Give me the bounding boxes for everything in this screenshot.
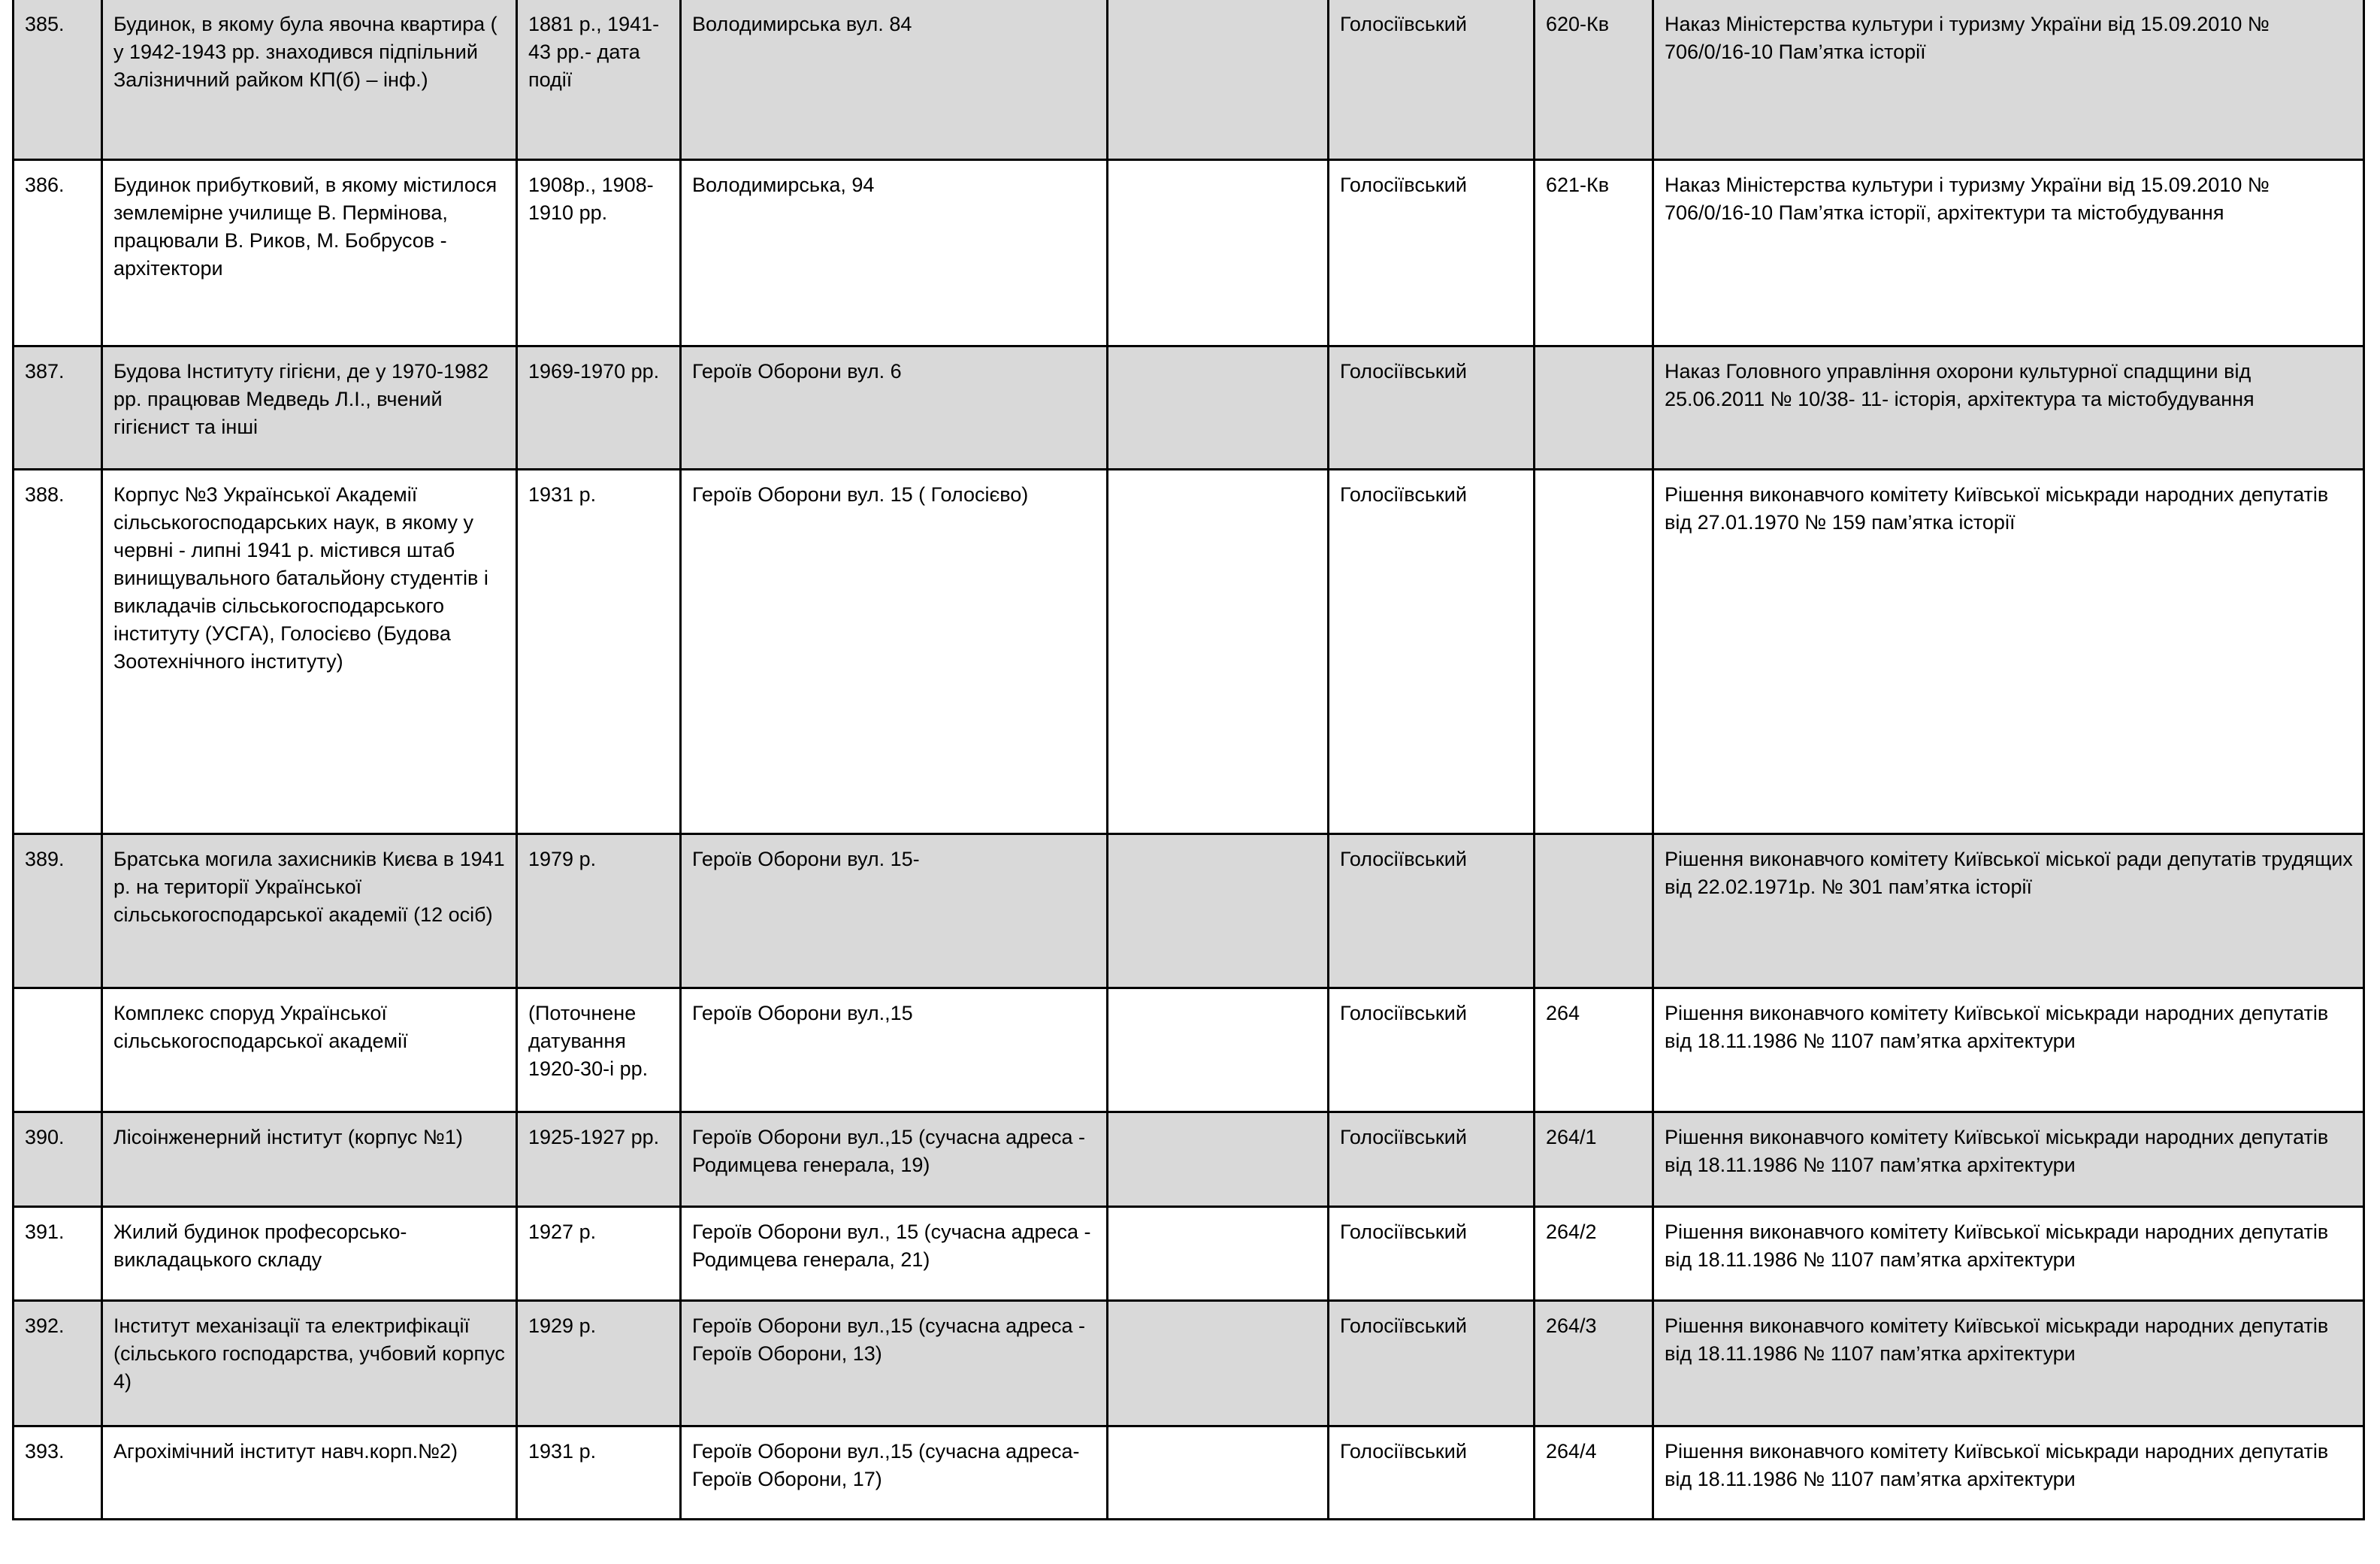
cell-number: 385. xyxy=(14,0,102,160)
cell-name: Будинок, в якому була явочна квартира ( у 1942-1943 рр. знаходився підпільний Залізничний райком КП(б) – інф.) xyxy=(102,0,517,160)
cell-address: Героїв Оборони вул.,15 (сучасна адреса-Героїв Оборони, 17) xyxy=(681,1426,1108,1520)
cell-name: Корпус №3 Української Академії сільськогосподарських наук, в якому у червні - липні 1941 р. містився штаб винищувального батальйону студентів і викладачів сільськогосподарського інституту (УСГА), Голосієво (Будова Зоотехнічного інституту) xyxy=(102,470,517,834)
cell-decision: Рішення виконавчого комітету Київської міськради народних депутатів від 18.11.1986 № 1107 пам’ятка архітектури xyxy=(1653,1426,2364,1520)
cell-number: 387. xyxy=(14,346,102,470)
cell-district: Голосіївський xyxy=(1329,0,1535,160)
cell-number: 393. xyxy=(14,1426,102,1520)
cell-date: (Поточнене датування 1920-30-і рр. xyxy=(517,988,681,1112)
cell-address: Героїв Оборони вул. 15- xyxy=(681,834,1108,988)
cell-address: Героїв Оборони вул.,15 (сучасна адреса - Героїв Оборони, 13) xyxy=(681,1301,1108,1426)
cell-decision: Рішення виконавчого комітету Київської міськради народних депутатів від 18.11.1986 № 1107 пам’ятка архітектури xyxy=(1653,988,2364,1112)
table-row xyxy=(14,346,2364,470)
cell-code: 264/3 xyxy=(1535,1301,1653,1426)
cell-date: 1908р., 1908-1910 рр. xyxy=(517,160,681,346)
cell-code: 264/4 xyxy=(1535,1426,1653,1520)
cell-code: 264/1 xyxy=(1535,1112,1653,1207)
cell-number: 392. xyxy=(14,1301,102,1426)
monuments-table xyxy=(12,0,2365,1520)
cell-number xyxy=(14,988,102,1112)
cell-decision: Рішення виконавчого комітету Київської міськради народних депутатів від 27.01.1970 № 159 пам’ятка історії xyxy=(1653,470,2364,834)
cell-extra xyxy=(1108,0,1329,160)
cell-name: Братська могила захисників Києва в 1941 р. на території Української сільськогосподарської академії (12 осіб) xyxy=(102,834,517,988)
cell-district: Голосіївський xyxy=(1329,1301,1535,1426)
cell-date: 1979 р. xyxy=(517,834,681,988)
cell-extra xyxy=(1108,1112,1329,1207)
cell-name: Агрохімічний інститут навч.корп.№2) xyxy=(102,1426,517,1520)
cell-district: Голосіївський xyxy=(1329,470,1535,834)
table-row xyxy=(14,160,2364,346)
cell-number: 391. xyxy=(14,1207,102,1301)
cell-decision: Наказ Головного управління охорони культурної спадщини від 25.06.2011 № 10/38- 11- історія, архітектура та містобудування xyxy=(1653,346,2364,470)
table-body xyxy=(14,0,2364,1520)
cell-code xyxy=(1535,346,1653,470)
cell-extra xyxy=(1108,470,1329,834)
cell-address: Героїв Оборони вул.,15 xyxy=(681,988,1108,1112)
cell-address: Володимирська вул. 84 xyxy=(681,0,1108,160)
cell-code: 264/2 xyxy=(1535,1207,1653,1301)
cell-number: 388. xyxy=(14,470,102,834)
table-row xyxy=(14,1207,2364,1301)
cell-name: Комплекс споруд Української сільськогосподарської академії xyxy=(102,988,517,1112)
cell-name: Будинок прибутковий, в якому містилося землемірне училище В. Пермінова, працювали В. Риков, М. Бобрусов - архітектори xyxy=(102,160,517,346)
cell-date: 1929 р. xyxy=(517,1301,681,1426)
cell-code xyxy=(1535,834,1653,988)
table-row xyxy=(14,1112,2364,1207)
cell-extra xyxy=(1108,988,1329,1112)
cell-decision: Наказ Міністерства культури і туризму України від 15.09.2010 № 706/0/16-10 Пам’ятка історії xyxy=(1653,0,2364,160)
cell-number: 386. xyxy=(14,160,102,346)
cell-name: Інститут механізації та електрифікації (сільського господарства, учбовий корпус 4) xyxy=(102,1301,517,1426)
cell-decision: Рішення виконавчого комітету Київської міськради народних депутатів від 18.11.1986 № 1107 пам’ятка архітектури xyxy=(1653,1301,2364,1426)
table-row xyxy=(14,988,2364,1112)
cell-date: 1881 р., 1941-43 рр.- дата події xyxy=(517,0,681,160)
cell-district: Голосіївський xyxy=(1329,1112,1535,1207)
cell-decision: Рішення виконавчого комітету Київської міськради народних депутатів від 18.11.1986 № 1107 пам’ятка архітектури xyxy=(1653,1207,2364,1301)
cell-decision: Рішення виконавчого комітету Київської міської ради депутатів трудящих від 22.02.1971р. № 301 пам’ятка історії xyxy=(1653,834,2364,988)
table-row xyxy=(14,0,2364,160)
cell-number: 390. xyxy=(14,1112,102,1207)
cell-extra xyxy=(1108,834,1329,988)
cell-address: Героїв Оборони вул. 15 ( Голосієво) xyxy=(681,470,1108,834)
cell-date: 1931 р. xyxy=(517,470,681,834)
cell-decision: Рішення виконавчого комітету Київської міськради народних депутатів від 18.11.1986 № 1107 пам’ятка архітектури xyxy=(1653,1112,2364,1207)
cell-extra xyxy=(1108,160,1329,346)
cell-decision: Наказ Міністерства культури і туризму України від 15.09.2010 № 706/0/16-10 Пам’ятка історії, архітектури та містобудування xyxy=(1653,160,2364,346)
cell-name: Будова Інституту гігієни, де у 1970-1982 рр. працював Медведь Л.І., вчений гігієнист та інші xyxy=(102,346,517,470)
cell-address: Героїв Оборони вул. 6 xyxy=(681,346,1108,470)
table-row xyxy=(14,834,2364,988)
cell-extra xyxy=(1108,346,1329,470)
cell-code: 264 xyxy=(1535,988,1653,1112)
cell-number: 389. xyxy=(14,834,102,988)
cell-date: 1931 р. xyxy=(517,1426,681,1520)
cell-date: 1969-1970 рр. xyxy=(517,346,681,470)
cell-extra xyxy=(1108,1207,1329,1301)
cell-name: Жилий будинок професорсько-викладацького складу xyxy=(102,1207,517,1301)
cell-code xyxy=(1535,470,1653,834)
cell-extra xyxy=(1108,1426,1329,1520)
cell-code: 620-Кв xyxy=(1535,0,1653,160)
table-row xyxy=(14,470,2364,834)
cell-name: Лісоінженерний інститут (корпус №1) xyxy=(102,1112,517,1207)
cell-address: Володимирська, 94 xyxy=(681,160,1108,346)
cell-district: Голосіївський xyxy=(1329,160,1535,346)
cell-district: Голосіївський xyxy=(1329,1426,1535,1520)
cell-address: Героїв Оборони вул.,15 (сучасна адреса - Родимцева генерала, 19) xyxy=(681,1112,1108,1207)
table-row xyxy=(14,1301,2364,1426)
cell-address: Героїв Оборони вул., 15 (сучасна адреса - Родимцева генерала, 21) xyxy=(681,1207,1108,1301)
cell-district: Голосіївський xyxy=(1329,834,1535,988)
cell-code: 621-Кв xyxy=(1535,160,1653,346)
cell-district: Голосіївський xyxy=(1329,988,1535,1112)
cell-district: Голосіївський xyxy=(1329,346,1535,470)
cell-district: Голосіївський xyxy=(1329,1207,1535,1301)
cell-date: 1927 р. xyxy=(517,1207,681,1301)
cell-extra xyxy=(1108,1301,1329,1426)
table-row xyxy=(14,1426,2364,1520)
cell-date: 1925-1927 рр. xyxy=(517,1112,681,1207)
